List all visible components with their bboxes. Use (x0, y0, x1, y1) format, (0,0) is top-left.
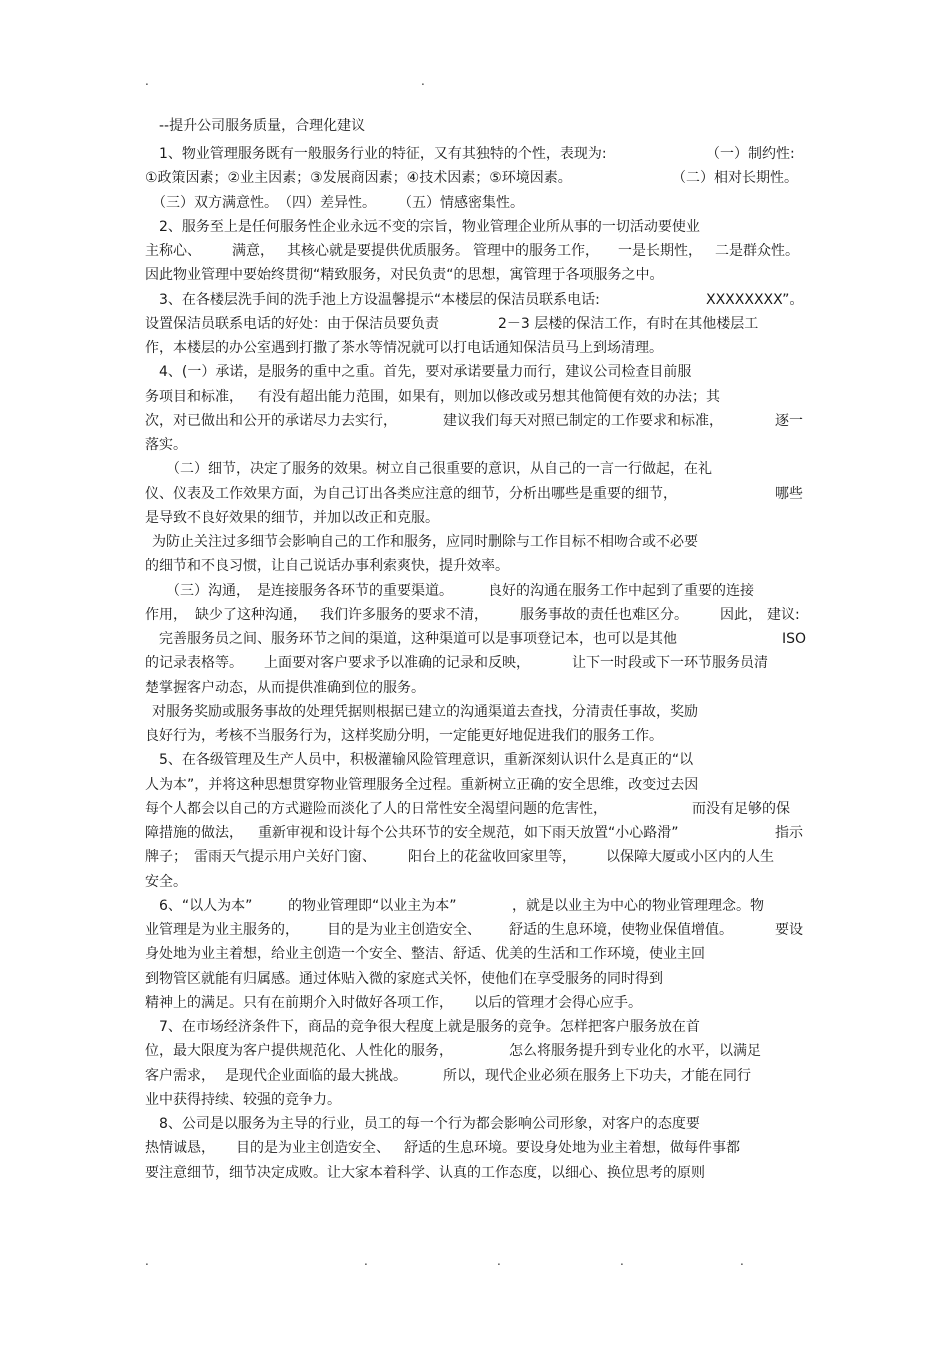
text-line (0, 750, 950, 770)
text-segment: 仪、仪表及工作效果方面，为自己订出各类应注意的细节，分析出哪些是重要的细节， (145, 486, 677, 502)
text-segment: ，就是以业主为中心的物业管理理念。物 (512, 898, 764, 914)
text-segment: 的细节和不良习惯，让自己说话办事利索爽快，提升效率。 (145, 558, 509, 574)
text-segment: 6、“以人为本” (159, 898, 253, 914)
text-segment: 主称心、 (145, 243, 201, 259)
text-line (0, 1041, 950, 1061)
text-segment: 到物管区就能有归属感。通过体贴入微的家庭式关怀，使他们在享受服务的同时得到 (145, 971, 663, 987)
text-segment: 以保障大厦或小区内的人生 (606, 849, 774, 865)
text-segment: 7、在市场经济条件下，商品的竞争很大程度上就是服务的竞争。怎样把客户服务放在首 (159, 1019, 700, 1035)
text-segment: 舒适的生息环境。要设身处地为业主着想，做每件事都 (404, 1140, 740, 1156)
text-segment: 建议: (767, 607, 800, 623)
text-segment: 以后的管理才会得心应手。 (474, 995, 642, 1011)
text-segment: 要注意细节，细节决定成败。让大家本着科学、认真的工作态度，以细心、换位思考的原则 (145, 1165, 705, 1181)
text-segment: ISO (782, 631, 807, 647)
text-segment: 是连接服务各环节的重要渠道。 (257, 583, 453, 599)
text-segment: 为防止关注过多细节会影响自己的工作和服务，应同时删除与工作目标不相吻合或不必要 (152, 534, 698, 550)
text-segment: 有没有超出能力范围，如果有，则加以修改或另想其他简便有效的办法；其 (258, 389, 720, 405)
text-segment: 设置保洁员联系电话的好处：由于保洁员要负责 (145, 316, 439, 332)
text-line (0, 387, 950, 407)
text-line (0, 896, 950, 916)
text-segment: 8、公司是以服务为主导的行业，员工的每一个行为都会影响公司形象，对客户的态度要 (159, 1116, 700, 1132)
page-mark: . (421, 74, 425, 88)
text-segment: 落实。 (145, 437, 187, 453)
text-segment: 所以，现代企业必须在服务上下功夫，才能在同行 (443, 1068, 751, 1084)
text-segment: 而没有足够的保 (692, 801, 790, 817)
text-line (0, 775, 950, 795)
text-line (0, 1017, 950, 1037)
text-segment: （三）双方满意性。 (152, 195, 278, 211)
text-line (0, 338, 950, 358)
text-segment: 建议我们每天对照已制定的工作要求和标准， (443, 413, 723, 429)
top-page-marks (0, 76, 950, 86)
text-segment: 良好行为，考核不当服务行为，这样奖励分明，一定能更好地促进我们的服务工作。 (145, 728, 663, 744)
text-segment: 因此， (720, 607, 762, 623)
text-line (0, 1114, 950, 1134)
text-segment: 管理中的服务工作， (473, 243, 599, 259)
text-segment: 2、服务至上是任何服务性企业永远不变的宗旨，物业管理企业所从事的一切活动要使业 (159, 219, 700, 235)
text-line (0, 823, 950, 843)
text-segment: 哪些 (775, 486, 803, 502)
page-mark: . (364, 1254, 368, 1268)
text-segment: 因此物业管理中要始终贯彻“精致服务，对民负责“的思想，寓管理于各项服务之中。 (145, 267, 664, 283)
text-segment: 位，最大限度为客户提供规范化、人性化的服务， (145, 1043, 453, 1059)
text-segment: （五）情感密集性。 (398, 195, 524, 211)
text-segment: 沟通， (208, 583, 250, 599)
text-line (0, 969, 950, 989)
text-segment: 的记录表格等。 (145, 655, 243, 671)
text-segment: 是现代企业面临的最大挑战。 (225, 1068, 407, 1084)
text-segment: 4、(一）承诺，是服务的重中之重。首先，要对承诺要量力而行，建议公司检查目前服 (159, 364, 692, 380)
bottom-page-marks (0, 1256, 950, 1266)
text-segment: 精神上的满足。只有在前期介入时做好各项工作， (145, 995, 453, 1011)
text-segment: 业中获得持续、较强的竞争力。 (145, 1092, 341, 1108)
text-segment: 作用， (145, 607, 187, 623)
text-segment: （二）相对长期性。 (672, 170, 798, 186)
text-segment: 舒适的生息环境，使物业保值增值。 (509, 922, 733, 938)
text-line (0, 847, 950, 867)
page-mark: . (145, 1254, 149, 1268)
text-segment: 完善服务员之间、服务环节之间的渠道，这种渠道可以是事项登记本，也可以是其他 (159, 631, 677, 647)
text-segment: 每个人都会以自己的方式避险而淡化了人的日常性安全渴望问题的危害性， (145, 801, 607, 817)
text-line (0, 605, 950, 625)
text-segment: 良好的沟通在服务工作中起到了重要的连接 (488, 583, 754, 599)
text-segment: ①政策因素；②业主因素；③发展商因素；④技术因素；⑤环境因素。 (145, 170, 572, 186)
text-line (0, 435, 950, 455)
text-line (0, 484, 950, 504)
text-line (0, 993, 950, 1013)
text-line (0, 508, 950, 528)
text-segment: 是导致不良好效果的细节，并加以改正和克服。 (145, 510, 439, 526)
text-line (0, 362, 950, 382)
text-line (0, 411, 950, 431)
text-segment: 5、在各级管理及生产人员中，积极灌输风险管理意识，重新深刻认识什么是真正的“以 (159, 752, 694, 768)
text-segment: （二）细节，决定了服务的效果。树立自己很重要的意识，从自己的一言一行做起，在礼 (166, 461, 712, 477)
text-line (0, 241, 950, 261)
text-segment: 业管理是为业主服务的， (145, 922, 299, 938)
text-line (0, 872, 950, 892)
text-segment: 障措施的做法， (145, 825, 243, 841)
text-segment: 一是长期性， (618, 243, 702, 259)
text-segment: 重新审视和设计每个公共环节的安全规范，如下雨天放置“小心路滑” (258, 825, 679, 841)
text-segment: 1、物业管理服务既有一般服务行业的特征，又有其独特的个性，表现为: (159, 146, 607, 162)
text-segment: 二是群众性。 (715, 243, 799, 259)
text-line (0, 314, 950, 334)
text-line (0, 168, 950, 188)
text-line (0, 116, 950, 136)
text-segment: 服务事故的责任也难区分。 (520, 607, 688, 623)
text-segment: 要设 (775, 922, 803, 938)
text-segment: 缺少了这种沟通， (195, 607, 307, 623)
text-segment: 其核心就是要提供优质服务。 (287, 243, 469, 259)
text-segment: 人为本”，并将这种思想贯穿物业管理服务全过程。重新树立正确的安全思维，改变过去因 (145, 777, 699, 793)
text-segment: 的物业管理即“以业主为本” (288, 898, 457, 914)
text-segment: 雷雨天气提示用户关好门窗、 (194, 849, 376, 865)
text-line (0, 1138, 950, 1158)
text-line (0, 1090, 950, 1110)
text-line (0, 217, 950, 237)
text-segment: （四）差异性。 (278, 195, 376, 211)
text-line (0, 193, 950, 213)
text-segment: 2－3 层楼的保洁工作，有时在其他楼层工 (498, 316, 759, 332)
text-line (0, 581, 950, 601)
text-line (0, 920, 950, 940)
text-segment: 牌子； (145, 849, 187, 865)
text-segment: 3、在各楼层洗手间的洗手池上方设温馨提示“本楼层的保洁员联系电话: (159, 292, 600, 308)
text-segment: 作，本楼层的办公室遇到打撒了茶水等情况就可以打电话通知保洁员马上到场清理。 (145, 340, 663, 356)
text-segment: （一）制约性: (706, 146, 795, 162)
page-mark: . (497, 1254, 501, 1268)
text-segment: （三） (166, 583, 208, 599)
text-line (0, 290, 950, 310)
text-segment: 楚掌握客户动态，从而提供准确到位的服务。 (145, 680, 425, 696)
text-line (0, 653, 950, 673)
text-line (0, 265, 950, 285)
text-segment: 安全。 (145, 874, 187, 890)
text-segment: 阳台上的花盆收回家里等， (408, 849, 576, 865)
text-segment: 热情诚恳， (145, 1140, 215, 1156)
text-segment: 指示 (775, 825, 803, 841)
text-line (0, 556, 950, 576)
page-mark: . (740, 1254, 744, 1268)
page-mark: . (145, 74, 149, 88)
text-segment: 上面要对客户要求予以准确的记录和反映， (264, 655, 530, 671)
text-line (0, 944, 950, 964)
text-line (0, 702, 950, 722)
text-segment: --提升公司服务质量，合理化建议 (159, 118, 366, 134)
text-segment: 客户需求， (145, 1068, 215, 1084)
text-line (0, 726, 950, 746)
text-segment: 目的是为业主创造安全、 (236, 1140, 390, 1156)
text-segment: XXXXXXXX”。 (706, 292, 804, 308)
text-segment: 身处地为业主着想，给业主创造一个安全、整洁、舒适、优美的生活和工作环境，使业主回 (145, 946, 705, 962)
text-line (0, 532, 950, 552)
text-segment: 务项目和标准， (145, 389, 243, 405)
page-mark: . (620, 1254, 624, 1268)
text-line (0, 629, 950, 649)
text-segment: 目的是为业主创造安全、 (327, 922, 481, 938)
text-segment: 逐一 (775, 413, 803, 429)
text-line (0, 678, 950, 698)
text-segment: 我们许多服务的要求不清， (320, 607, 488, 623)
text-line (0, 799, 950, 819)
text-line (0, 144, 950, 164)
text-segment: 次，对已做出和公开的承诺尽力去实行， (145, 413, 397, 429)
text-segment: 对服务奖励或服务事故的处理凭据则根据已建立的沟通渠道去查找，分清责任事故，奖励 (152, 704, 698, 720)
text-line (0, 1066, 950, 1086)
text-line (0, 1163, 950, 1183)
text-segment: 怎么将服务提升到专业化的水平，以满足 (509, 1043, 761, 1059)
text-line (0, 459, 950, 479)
text-segment: 满意， (232, 243, 274, 259)
text-segment: 让下一时段或下一环节服务员清 (572, 655, 768, 671)
